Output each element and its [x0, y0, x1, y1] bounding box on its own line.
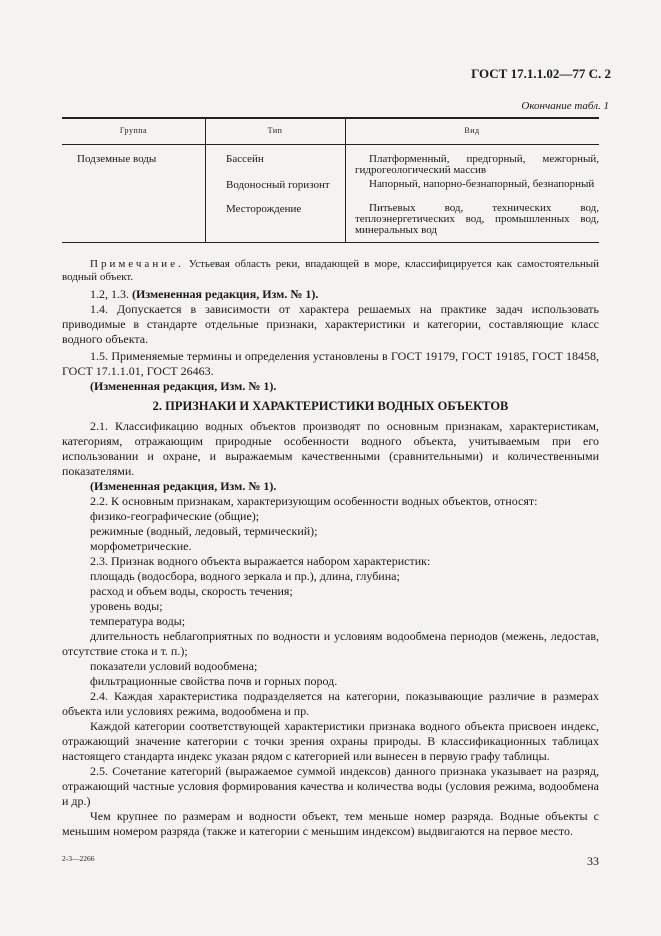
list-item: уровень воды; [90, 599, 163, 613]
list-item: температура воды; [90, 614, 186, 628]
table-column-divider [345, 118, 346, 242]
amendment-note: (Измененная редакция, Изм. № 1). [90, 379, 277, 393]
list-item: фильтрационные свойства почв и горных пород. [90, 674, 338, 688]
table-cell-type: Водоносный горизонт [226, 179, 330, 191]
table-cell-kind: Напорный, напорно-безнапорный, безнапорный [369, 178, 595, 190]
intro-paragraphs [62, 287, 599, 394]
section-body [62, 419, 599, 839]
clause-2-4-continued: Каждой категории соответствующей характеристики признака водного объекта присвоен индекс, отражающий значение категории с точки зрения охраны природы. В классификационных таблицах настоящего стандарта индекс указан рядом с категорией или вынесен в первую графу таблицы. [62, 719, 599, 763]
amendment-note: (Измененная редакция, Изм. № 1). [132, 287, 319, 301]
table-cell-kind: Питьевых вод, технических вод, теплоэнергетических вод, промышленных вод, минеральных вод [355, 202, 599, 236]
clause-2-5: 2.5. Сочетание категорий (выражаемое суммой индексов) данного признака указывает на разряд, отражающий частные условия формирования качества и количества воды (условия режима, водообмена и др.) [62, 764, 599, 808]
table-cell-type: Месторождение [226, 203, 302, 215]
table-cell-group: Подземные воды [77, 153, 157, 165]
table-cell-kind: Платформенный, предгорный, межгорный, гидрогеологический массив [355, 153, 599, 176]
clause-2-5-continued: Чем крупнее по размерам и водности объект, тем меньше номер разряда. Водные объекты с меньшим номером разряда (также и категории с меньшим индексом) выдвигаются на первое место. [62, 809, 599, 838]
list-item: площадь (водосбора, водного зеркала и пр.), длина, глубина; [90, 569, 400, 583]
table-header-rule [62, 144, 599, 145]
list-item: расход и объем воды, скорость течения; [90, 584, 293, 598]
print-code: 2-3—2266 [62, 854, 95, 863]
list-item: морфометрические. [90, 539, 192, 553]
table-top-rule [62, 117, 599, 119]
column-header-type: Тип [267, 126, 283, 135]
note-text: Устьевая область реки, впадающей в море, классифицируется как самостоятельный водный объект. [62, 258, 599, 283]
note-label: Примечание. [90, 258, 184, 270]
standard-header: ГОСТ 17.1.1.02—77 С. 2 [471, 66, 611, 81]
clause-1-5: 1.5. Применяемые термины и определения установлены в ГОСТ 19179, ГОСТ 19185, ГОСТ 18458, ГОСТ 17.1.1.01, ГОСТ 26463. [62, 349, 599, 378]
table-note [62, 258, 599, 284]
table-cell-type: Бассейн [226, 153, 264, 165]
list-item: показатели условий водообмена; [90, 659, 258, 673]
table-continuation-label: Окончание табл. 1 [521, 100, 609, 112]
column-header-group: Группа [119, 126, 148, 135]
clause-2-1: 2.1. Классификацию водных объектов производят по основным признакам, характеристикам, категориям, отражающим природные особенности водного объекта, учитываемым при его использовании и охране, и выражаемым качественными (сравнительными) и количественными показателями. [62, 419, 599, 478]
column-header-kind: Вид [464, 126, 480, 135]
table-bottom-rule [62, 242, 599, 243]
table-column-divider [205, 118, 206, 242]
clause-number: 1.2, 1.3. [90, 287, 132, 301]
clause-1-4: 1.4. Допускается в зависимости от характера решаемых на практике задач использовать приводимые в стандарте отдельные признаки, характеристики и категории, составляющие класс водного объекта. [62, 302, 599, 346]
page-number: 33 [587, 854, 599, 868]
clause-2-2: 2.2. К основным признакам, характеризующим особенности водных объектов, относят: [90, 494, 538, 508]
clause-2-3: 2.3. Признак водного объекта выражается набором характеристик: [90, 554, 431, 568]
list-item: длительность неблагоприятных по водности и условиям водообмена периодов (межень, ледостав, отсутствие стока и т. п.); [62, 629, 599, 658]
section-title: 2. ПРИЗНАКИ И ХАРАКТЕРИСТИКИ ВОДНЫХ ОБЪЕКТОВ [152, 399, 509, 413]
list-item: режимные (водный, ледовый, термический); [90, 524, 318, 538]
amendment-note: (Измененная редакция, Изм. № 1). [90, 479, 277, 493]
clause-2-4: 2.4. Каждая характеристика подразделяется на категории, показывающие различие в размерах объекта или условиях режима, водообмена и пр. [62, 689, 599, 718]
list-item: физико-географические (общие); [90, 509, 260, 523]
